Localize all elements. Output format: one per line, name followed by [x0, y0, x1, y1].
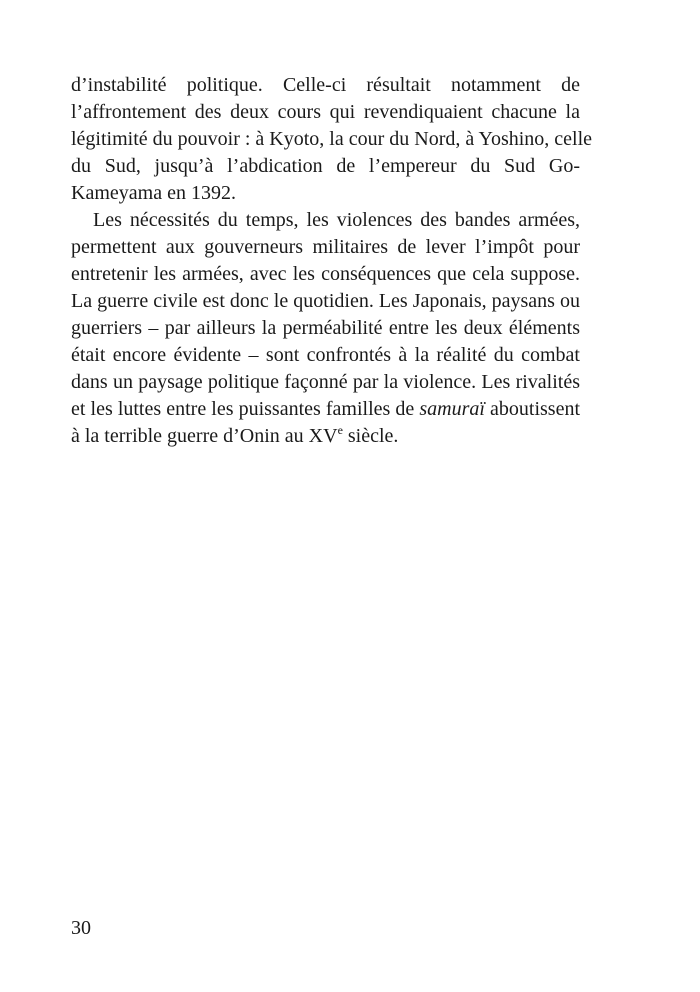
paragraph-2-line-1: Les nécessités du temps, les violences des bandes armées, [93, 209, 580, 231]
paragraph-2-line-8 [71, 396, 580, 423]
paragraph-1-line-1: d’instabilité politique. Celle-ci résultait notamment de [71, 74, 580, 96]
paragraph-2-line-3: entretenir les armées, avec les conséquences que cela suppose. [71, 263, 580, 285]
paragraph-2-line-4: La guerre civile est donc le quotidien. Les Japonais, paysans ou [71, 290, 580, 312]
paragraph-1-line-5: Kameyama en 1392. [71, 182, 236, 204]
paragraph-2-line-2: permettent aux gouverneurs militaires de lever l’impôt pour [71, 236, 580, 258]
paragraph-1-line-3: légitimité du pouvoir : à Kyoto, la cour du Nord, à Yoshino, celle [71, 128, 593, 150]
page-body-text [71, 72, 593, 450]
paragraph-2-line-8-end: aboutissent [490, 398, 581, 420]
page-number: 30 [71, 917, 91, 939]
paragraph-2-line-9-end: siècle. [347, 425, 399, 447]
samurai-term: samuraï [419, 398, 485, 420]
paragraph-2-line-7: dans un paysage politique façonné par la violence. Les rivalités [71, 371, 580, 393]
paragraph-2-line-6: était encore évidente – sont confrontés à la réalité du combat [71, 344, 580, 366]
century-superscript: e [337, 423, 343, 437]
paragraph-1-line-4: du Sud, jusqu’à l’abdication de l’empereur du Sud Go- [71, 155, 580, 177]
paragraph-2-line-9 [71, 423, 580, 450]
paragraph-2-line-5: guerriers – par ailleurs la perméabilité entre les deux éléments [71, 317, 580, 339]
paragraph-2-line-8-start: et les luttes entre les puissantes familles de [71, 398, 415, 420]
paragraph-2-line-9-start: à la terrible guerre d’Onin au XV [71, 425, 338, 447]
paragraph-1-line-2: l’affrontement des deux cours qui revendiquaient chacune la [71, 101, 580, 123]
